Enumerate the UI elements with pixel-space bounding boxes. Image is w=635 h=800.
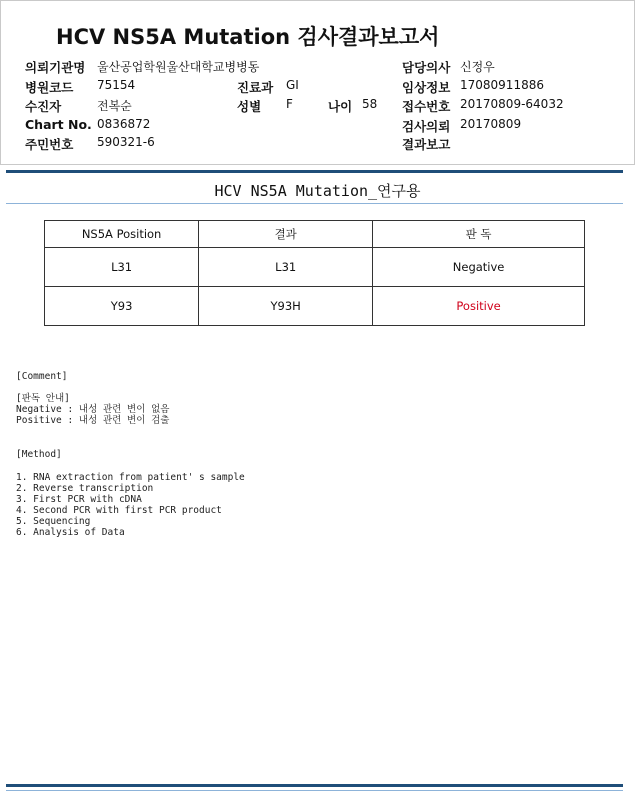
result-report-label: 결과보고 [402, 137, 451, 152]
results-table [44, 220, 585, 326]
recipient-label: 수진자 [25, 99, 62, 114]
doctor-value: 신정우 [460, 60, 495, 74]
top-divider [6, 170, 623, 173]
cell-result: Y93H [199, 287, 373, 326]
age-value: 58 [362, 97, 378, 111]
method-heading: [Method] [16, 449, 62, 460]
test-request-value: 20170809 [460, 117, 522, 131]
cell-result: L31 [199, 248, 373, 287]
cell-position: Y93 [45, 287, 199, 326]
section-subtitle: HCV NS5A Mutation_연구용 [214, 182, 421, 200]
receipt-no-label: 접수번호 [402, 99, 451, 114]
clinical-info-value: 17080911886 [460, 78, 544, 92]
comment-heading: [Comment] [16, 371, 68, 382]
doctor-label: 담당의사 [402, 60, 451, 75]
institution-label: 의뢰기관명 [25, 60, 86, 75]
age-label: 나이 [328, 99, 353, 114]
method-step: 6. Analysis of Data [16, 527, 125, 538]
cell-interpretation-positive: Positive [373, 287, 585, 326]
hospital-code-value: 75154 [97, 78, 136, 92]
method-step: 1. RNA extraction from patient' s sample [16, 472, 245, 483]
receipt-no-value: 20170809-64032 [460, 97, 564, 111]
department-value: GI [286, 78, 299, 92]
table-row [45, 287, 585, 326]
report-header [0, 0, 635, 165]
header-interpretation: 판 독 [373, 221, 585, 248]
guide-heading: [판독 안내] [16, 393, 70, 404]
header-result: 결과 [199, 221, 373, 248]
sex-label: 성별 [237, 99, 262, 114]
bottom-divider-thin [6, 790, 623, 791]
resident-no-label: 주민번호 [25, 137, 74, 152]
chart-no-label: Chart No. [25, 117, 92, 132]
method-step: 4. Second PCR with first PCR product [16, 505, 222, 516]
header-position: NS5A Position [45, 221, 199, 248]
cell-interpretation: Negative [373, 248, 585, 287]
clinical-info-label: 임상정보 [402, 80, 451, 95]
hospital-code-label: 병원코드 [25, 80, 74, 95]
sex-value: F [286, 97, 293, 111]
recipient-value: 전복순 [97, 99, 132, 113]
negative-guide-line: Negative : 내성 관련 변이 없음 [16, 404, 170, 415]
subtitle-underline [6, 203, 623, 204]
chart-no-value: 0836872 [97, 117, 151, 131]
method-step: 2. Reverse transcription [16, 483, 154, 494]
department-label: 진료과 [237, 80, 274, 95]
report-title: HCV NS5A Mutation 검사결과보고서 [56, 25, 440, 49]
table-row [45, 248, 585, 287]
test-request-label: 검사의뢰 [402, 119, 451, 134]
positive-guide-line: Positive : 내성 관련 변이 검출 [16, 415, 170, 426]
resident-no-value: 590321-6 [97, 135, 155, 149]
method-step: 5. Sequencing [16, 516, 91, 527]
institution-value: 울산공업학원울산대학교병병동 [97, 60, 260, 74]
table-header-row [45, 221, 585, 248]
cell-position: L31 [45, 248, 199, 287]
bottom-divider [6, 784, 623, 787]
method-step: 3. First PCR with cDNA [16, 494, 142, 505]
